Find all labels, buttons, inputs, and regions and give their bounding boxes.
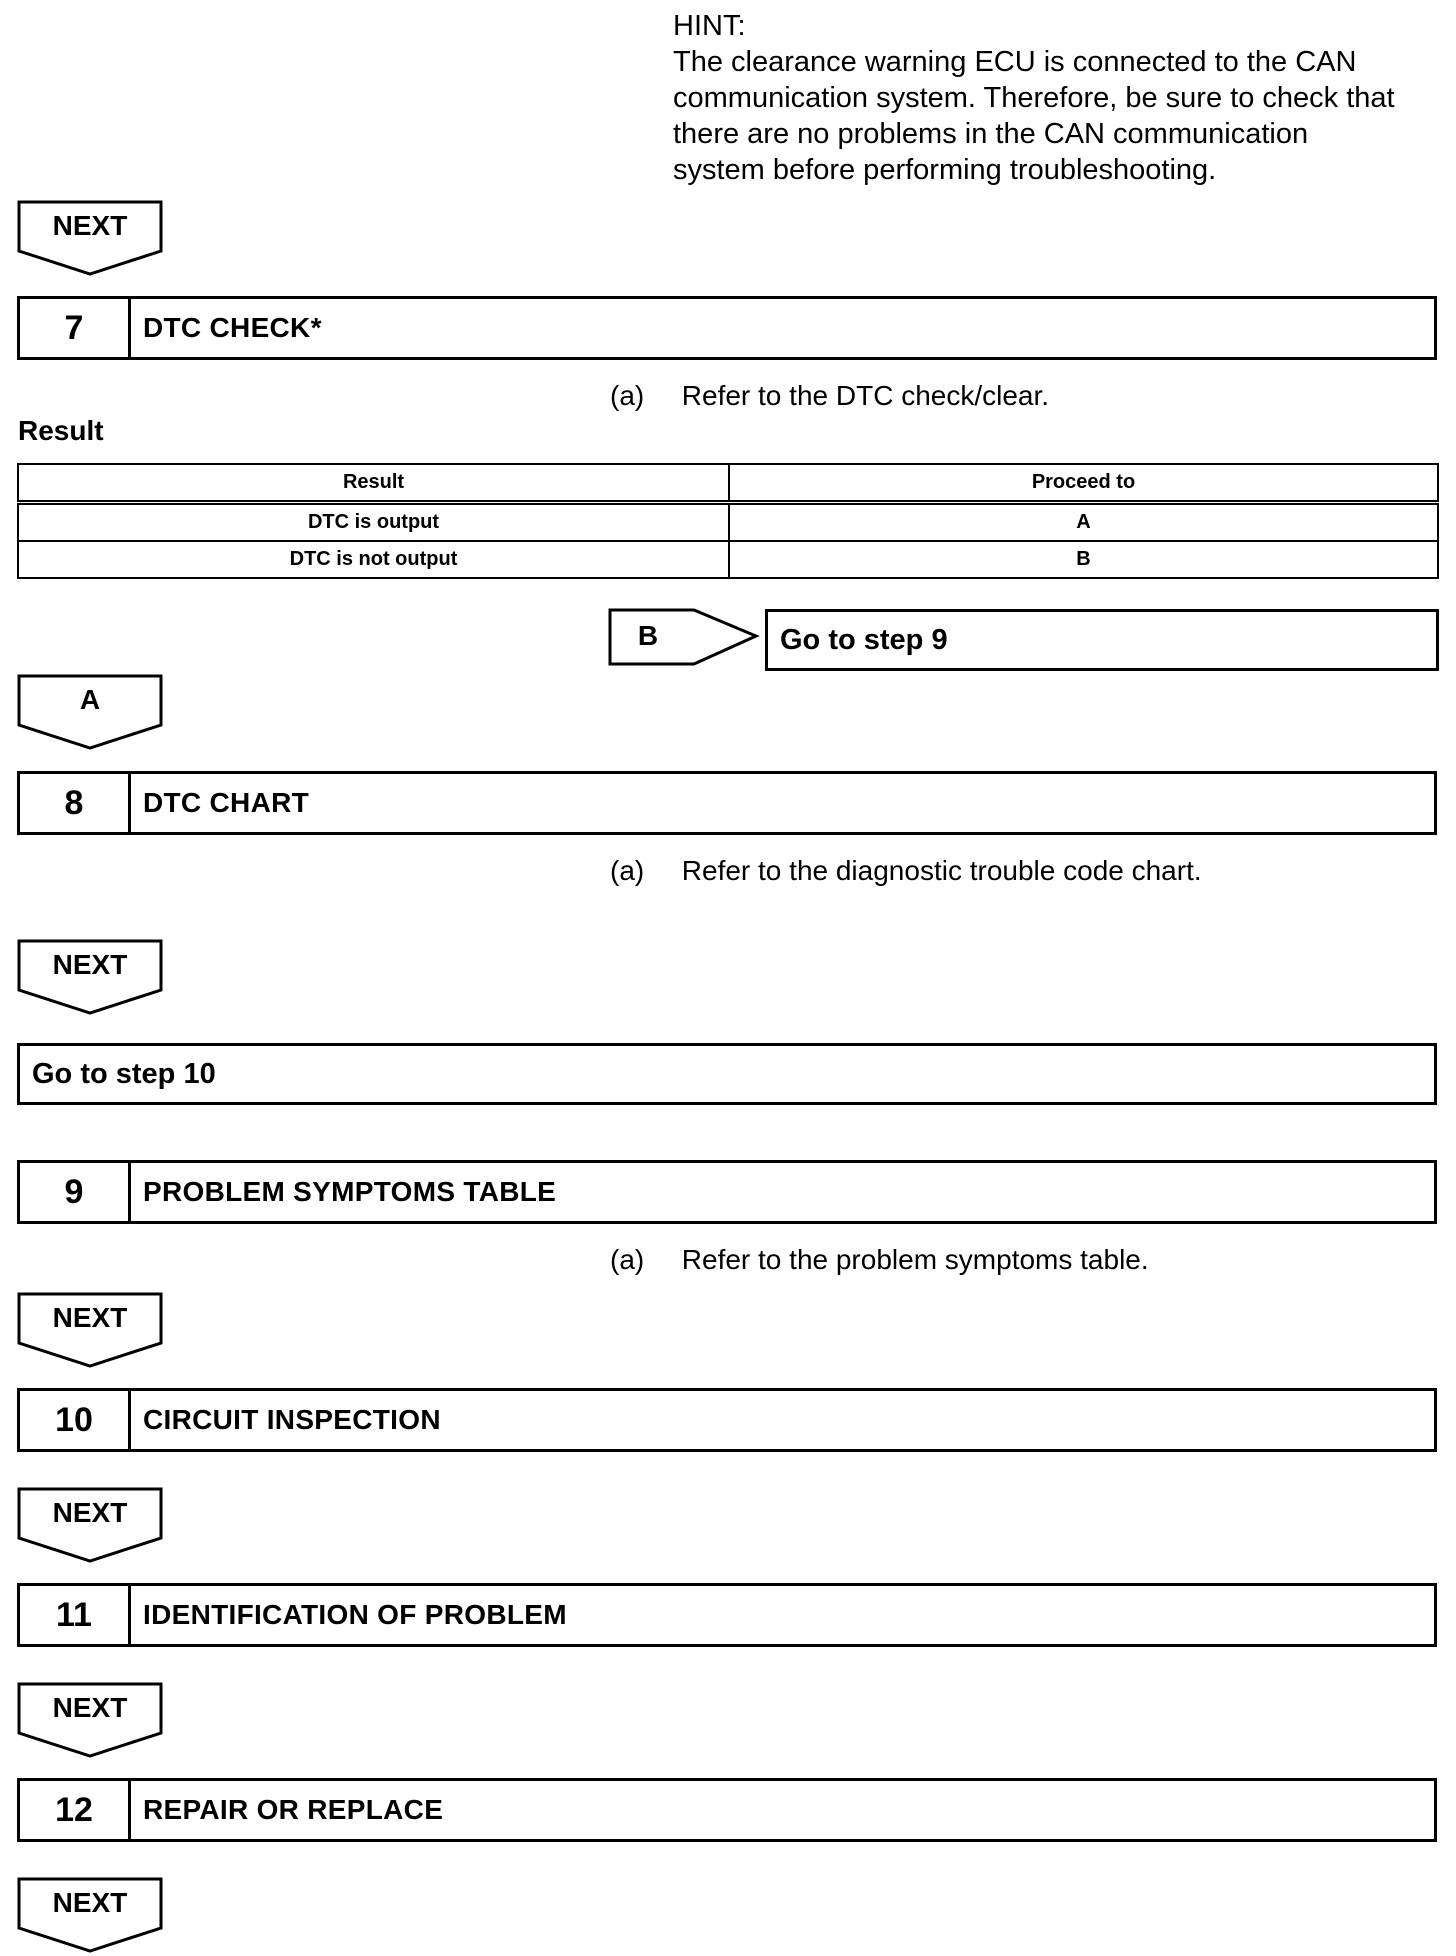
goto-step-9-box: Go to step 9: [765, 609, 1439, 671]
table-cell: A: [729, 503, 1438, 542]
table-row: [18, 503, 1438, 542]
b-label: B: [637, 620, 659, 651]
step-12-header: [17, 1778, 1437, 1842]
item-marker: (a): [610, 380, 645, 411]
item-marker: (a): [610, 1244, 645, 1275]
step-title: CIRCUIT INSPECTION: [143, 1404, 441, 1435]
a-arrow-button[interactable]: [17, 674, 163, 750]
step-number: 12: [20, 1781, 131, 1839]
step-8-instruction: [610, 855, 1202, 887]
next-arrow-button[interactable]: [17, 1292, 163, 1368]
table-cell: DTC is output: [18, 503, 729, 542]
goto-step-10-box: Go to step 10: [17, 1043, 1437, 1105]
next-arrow-button[interactable]: [17, 1487, 163, 1563]
step-number: 11: [20, 1586, 131, 1644]
step-7-header: [17, 296, 1437, 360]
instruction-text: Refer to the problem symptoms table.: [681, 1244, 1149, 1275]
hint-block: [673, 8, 1443, 188]
step-title: DTC CHART: [143, 787, 310, 818]
hint-heading: HINT:: [673, 10, 746, 42]
next-arrow-button[interactable]: [17, 1877, 163, 1953]
step-title: PROBLEM SYMPTOMS TABLE: [143, 1176, 557, 1207]
hint-line: system before performing troubleshooting.: [673, 154, 1217, 186]
column-header: Result: [18, 464, 729, 503]
step-number: 7: [20, 299, 131, 357]
step-8-header: [17, 771, 1437, 835]
step-number: 9: [20, 1163, 131, 1221]
next-label: NEXT: [52, 210, 128, 241]
instruction-text: Refer to the diagnostic trouble code chart.: [681, 855, 1202, 886]
instruction-text: Refer to the DTC check/clear.: [681, 380, 1050, 411]
next-arrow-button[interactable]: [17, 939, 163, 1015]
step-9-header: [17, 1160, 1437, 1224]
next-label: NEXT: [52, 1497, 128, 1528]
step-title: DTC CHECK*: [143, 312, 322, 343]
step-number: 10: [20, 1391, 131, 1449]
next-arrow-button[interactable]: [17, 200, 163, 276]
next-label: NEXT: [52, 1887, 128, 1918]
next-arrow-button[interactable]: [17, 1682, 163, 1758]
hint-line: there are no problems in the CAN communication: [673, 118, 1309, 150]
next-label: NEXT: [52, 949, 128, 980]
step-title: REPAIR OR REPLACE: [143, 1794, 444, 1825]
table-row: [18, 541, 1438, 578]
step-9-instruction: [610, 1244, 1149, 1276]
next-label: NEXT: [52, 1692, 128, 1723]
step-7-instruction: [610, 380, 1049, 412]
step-title: IDENTIFICATION OF PROBLEM: [143, 1599, 567, 1630]
result-label: Result: [18, 415, 104, 446]
a-label: A: [79, 684, 101, 715]
table-cell: B: [729, 541, 1438, 578]
next-label: NEXT: [52, 1302, 128, 1333]
hint-line: The clearance warning ECU is connected to the CAN: [673, 46, 1357, 78]
table-header-row: [18, 464, 1438, 503]
table-cell: DTC is not output: [18, 541, 729, 578]
step-10-header: [17, 1388, 1437, 1452]
b-arrow-button[interactable]: [608, 608, 760, 668]
step-number: 8: [20, 774, 131, 832]
hint-line: communication system. Therefore, be sure to check that: [673, 82, 1395, 114]
result-table: [17, 463, 1439, 579]
column-header: Proceed to: [729, 464, 1438, 503]
step-11-header: [17, 1583, 1437, 1647]
item-marker: (a): [610, 855, 645, 886]
